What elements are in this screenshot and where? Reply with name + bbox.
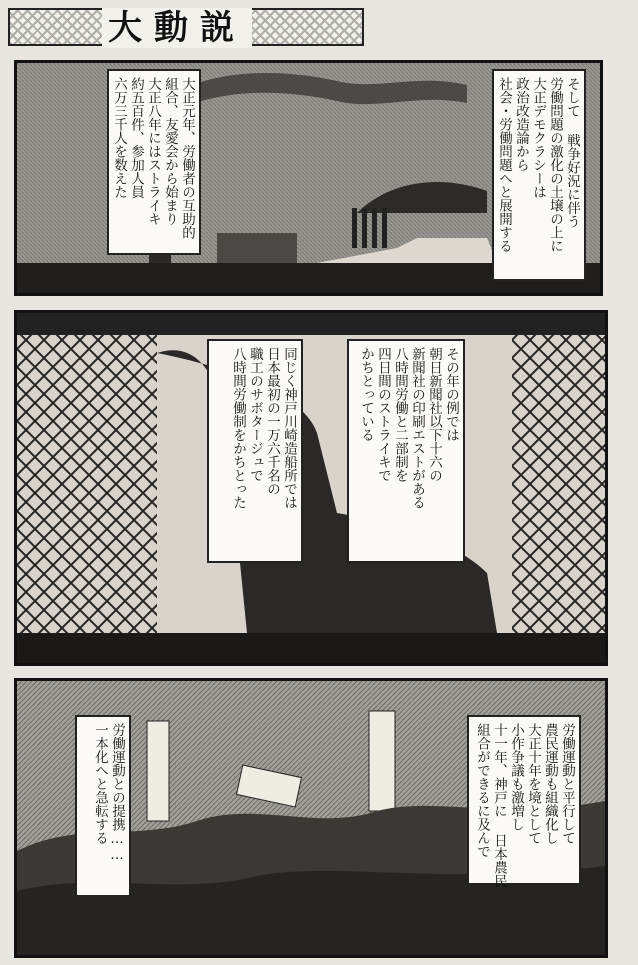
panel-shipyard [14,310,608,666]
page-title: 大動説 [102,8,252,48]
factory-building [217,233,297,263]
panel-factory [14,60,603,296]
panel-crowd [14,678,608,958]
caption-panel3-left: 労働運動との提携…… 一本化へと急転する [75,715,131,897]
dock-floor [17,633,605,663]
protest-banner [369,711,395,811]
caption-panel3-right: 労働運動と平行して 農民運動も組織化し 大正十年を境として 小作争議も激増し 十一年、神戸に 日本農民 組合ができるに及んで [467,715,581,885]
caption-panel1-left: 大正元年、労働者の互助的 組合、友愛会から始まり 大正八年にはストライキ 約五百件、参加人員 六万三千人を数えた [107,69,201,255]
shipyard-illustration [17,313,605,663]
caption-panel1-right: そして 戦争好況に伴う 労働問題の激化の土壌の上に 大正デモクラシーは 政治改造論から 社会・労働問題へと展開する [492,69,586,281]
crane-scaffold-left [17,313,157,663]
crane-scaffold-right [512,313,605,663]
overhead-girder [17,313,605,335]
caption-panel2-right: その年の例では 朝日新聞社以下十六の 新聞社の印刷エストがある 八時間労働と二部制を 四日間のストライキで かちとっている [347,339,465,563]
title-banner [8,8,364,46]
protest-banner [147,721,169,821]
caption-panel2-left: 同じく神戸川崎造船所では 日本最初の一万六千名の 職工のサボタージュで 八時間労働制をかちとった [207,339,303,563]
